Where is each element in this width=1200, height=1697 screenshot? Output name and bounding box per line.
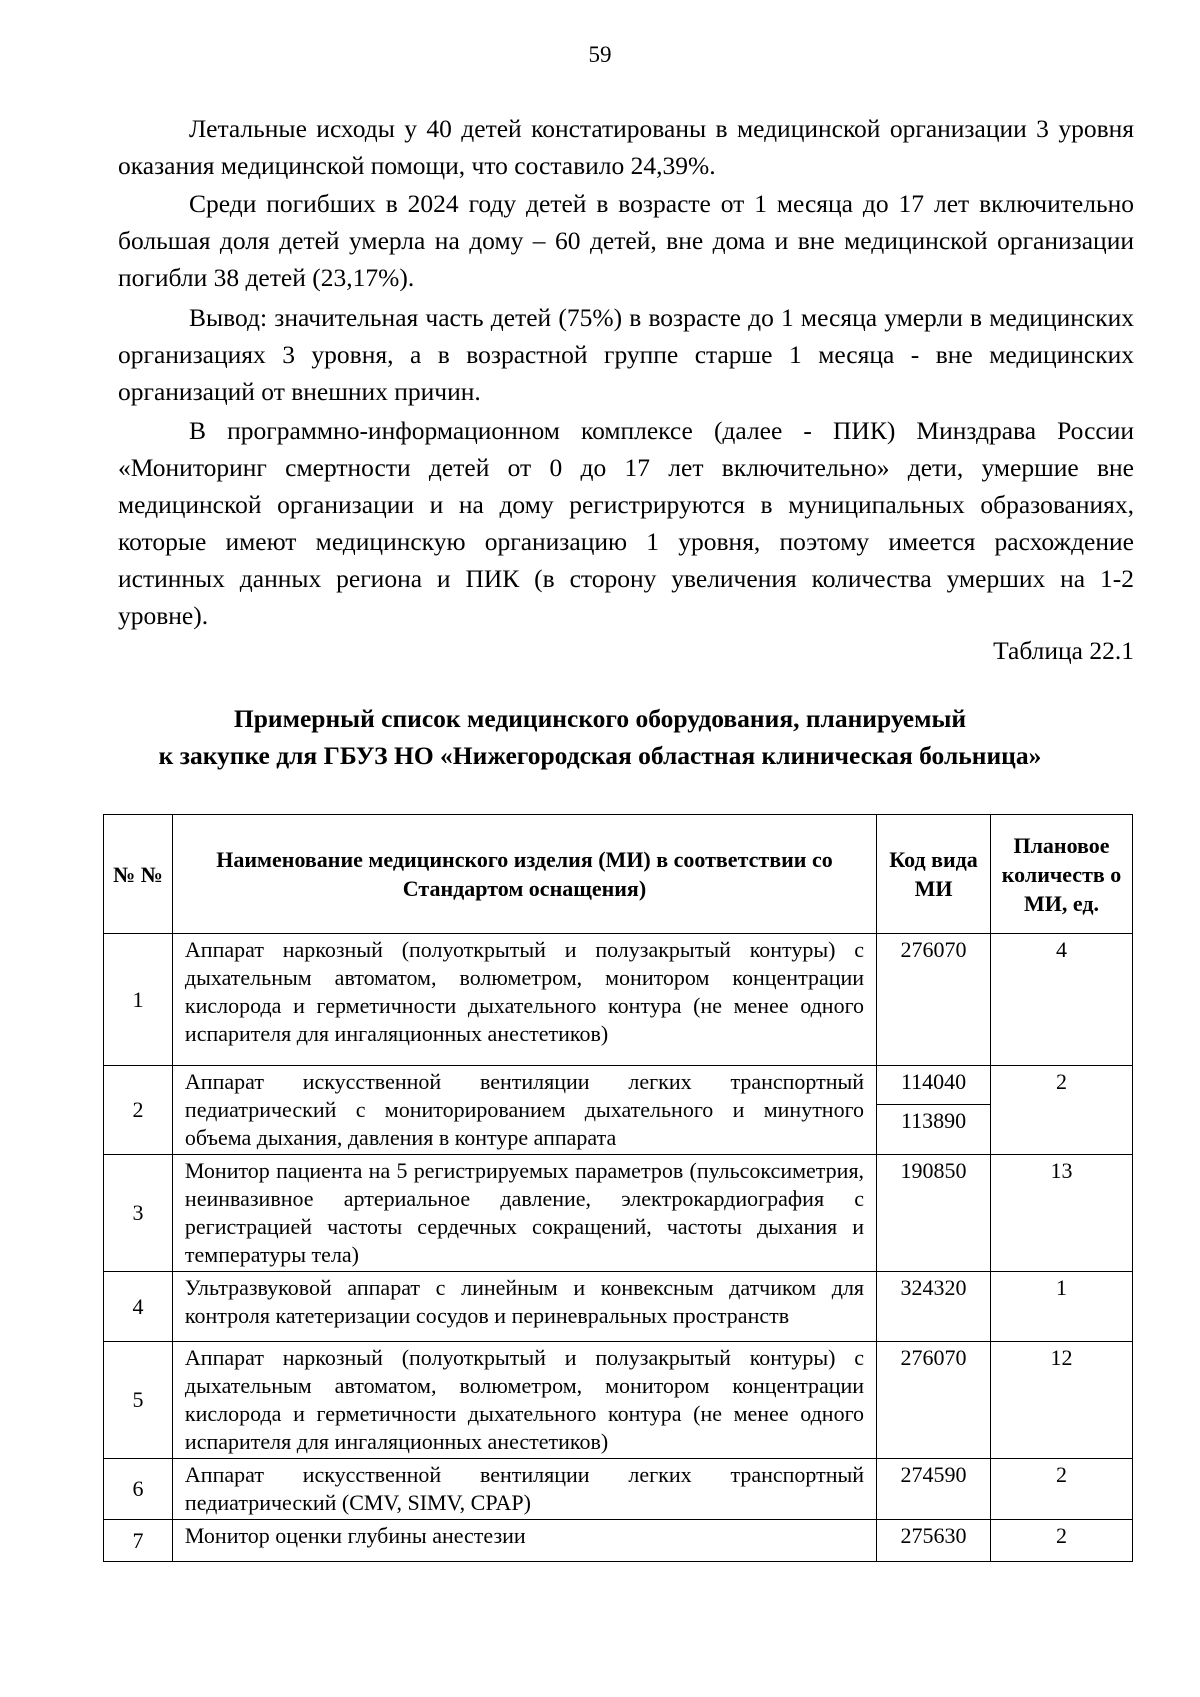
header-device-code: Код вида МИ — [877, 815, 991, 934]
device-name: Монитор пациента на 5 регистрируемых параметров (пульсоксиметрия, неинвазивное артериальное давление, электрокардиография с регистрацией частоты сердечных сокращений, частоты дыхания и температуры тела) — [172, 1155, 876, 1272]
device-name: Монитор оценки глубины анестезии — [172, 1520, 876, 1562]
table-row — [104, 1155, 1133, 1272]
planned-quantity: 13 — [991, 1155, 1133, 1272]
device-name: Аппарат искусственной вентиляции легких транспортный педиатрический (CMV, SIMV, CPAP) — [172, 1459, 876, 1520]
row-number: 2 — [104, 1066, 173, 1155]
planned-quantity: 2 — [991, 1459, 1133, 1520]
header-number: № № — [104, 815, 173, 934]
paragraph-deaths-at-home: Среди погибших в 2024 году детей в возрасте от 1 месяца до 17 лет включительно большая доля детей умерла на дому – 60 детей, вне дома и вне медицинской организации погибли 38 детей (23,17%). — [118, 189, 1134, 292]
device-code: 276070 — [877, 934, 991, 1066]
planned-quantity: 2 — [991, 1520, 1133, 1562]
table-title — [60, 700, 1140, 774]
device-name: Аппарат искусственной вентиляции легких транспортный педиатрический с мониторированием дыхательного и минутного объема дыхания, давления в контуре аппарата — [172, 1066, 876, 1155]
planned-quantity: 1 — [991, 1272, 1133, 1342]
table-row — [104, 1520, 1133, 1562]
header-device-name: Наименование медицинского изделия (МИ) в соответствии со Стандартом оснащения) — [172, 815, 876, 934]
table-caption: Таблица 22.1 — [993, 636, 1134, 665]
device-code: 190850 — [877, 1155, 991, 1272]
table-title-line-2: к закупке для ГБУЗ НО «Нижегородская областная клиническая больница» — [158, 741, 1042, 770]
header-planned-quantity: Плановое количеств о МИ, ед. — [991, 815, 1133, 934]
row-number: 7 — [104, 1520, 173, 1562]
row-number: 6 — [104, 1459, 173, 1520]
table-title-line-1: Примерный список медицинского оборудования, планируемый — [233, 704, 967, 733]
row-number: 3 — [104, 1155, 173, 1272]
device-code-alternate: 113890 — [877, 1105, 991, 1155]
table-row — [104, 1342, 1133, 1459]
table-header-row — [104, 815, 1133, 934]
planned-quantity: 2 — [991, 1066, 1133, 1155]
device-code: 276070 — [877, 1342, 991, 1459]
paragraph-conclusion: Вывод: значительная часть детей (75%) в возрасте до 1 месяца умерли в медицинских организациях 3 уровня, а в возрастной группе старше 1 месяца - вне медицинских организаций от внешних причин. — [118, 303, 1134, 406]
device-code: 114040 — [877, 1066, 991, 1105]
paragraph-mortality-level3: Летальные исходы у 40 детей констатированы в медицинской организации 3 уровня оказания медицинской помощи, что составило 24,39%. — [118, 114, 1134, 180]
planned-quantity: 4 — [991, 934, 1133, 1066]
device-name: Аппарат наркозный (полуоткрытый и полузакрытый контуры) с дыхательным автоматом, волюметром, монитором концентрации кислорода и герметичности дыхательного контура (не менее одного испарителя для ингаляционных анестетиков) — [172, 934, 876, 1066]
device-code: 275630 — [877, 1520, 991, 1562]
device-code: 274590 — [877, 1459, 991, 1520]
table-row — [104, 1459, 1133, 1520]
row-number: 1 — [104, 934, 173, 1066]
page-number: 59 — [588, 42, 612, 67]
equipment-table — [103, 814, 1133, 1562]
row-number: 4 — [104, 1272, 173, 1342]
device-name: Ультразвуковой аппарат с линейным и конвексным датчиком для контроля катетеризации сосудов и периневральных пространств — [172, 1272, 876, 1342]
device-code: 324320 — [877, 1272, 991, 1342]
table-row — [104, 1066, 1133, 1105]
planned-quantity: 12 — [991, 1342, 1133, 1459]
table-row — [104, 1272, 1133, 1342]
device-name: Аппарат наркозный (полуоткрытый и полузакрытый контуры) с дыхательным автоматом, волюметром, монитором концентрации кислорода и герметичности дыхательного контура (не менее одного испарителя для ингаляционных анестетиков) — [172, 1342, 876, 1459]
paragraph-pik-monitoring: В программно-информационном комплексе (далее - ПИК) Минздрава России «Мониторинг смертности детей от 0 до 17 лет включительно» дети, умершие вне медицинской организации и на дому регистрируются в муниципальных образованиях, которые имеют медицинскую организацию 1 уровня, поэтому имеется расхождение истинных данных региона и ПИК (в сторону увеличения количества умерших на 1-2 уровне). — [118, 416, 1134, 630]
table-row — [104, 934, 1133, 1066]
row-number: 5 — [104, 1342, 173, 1459]
